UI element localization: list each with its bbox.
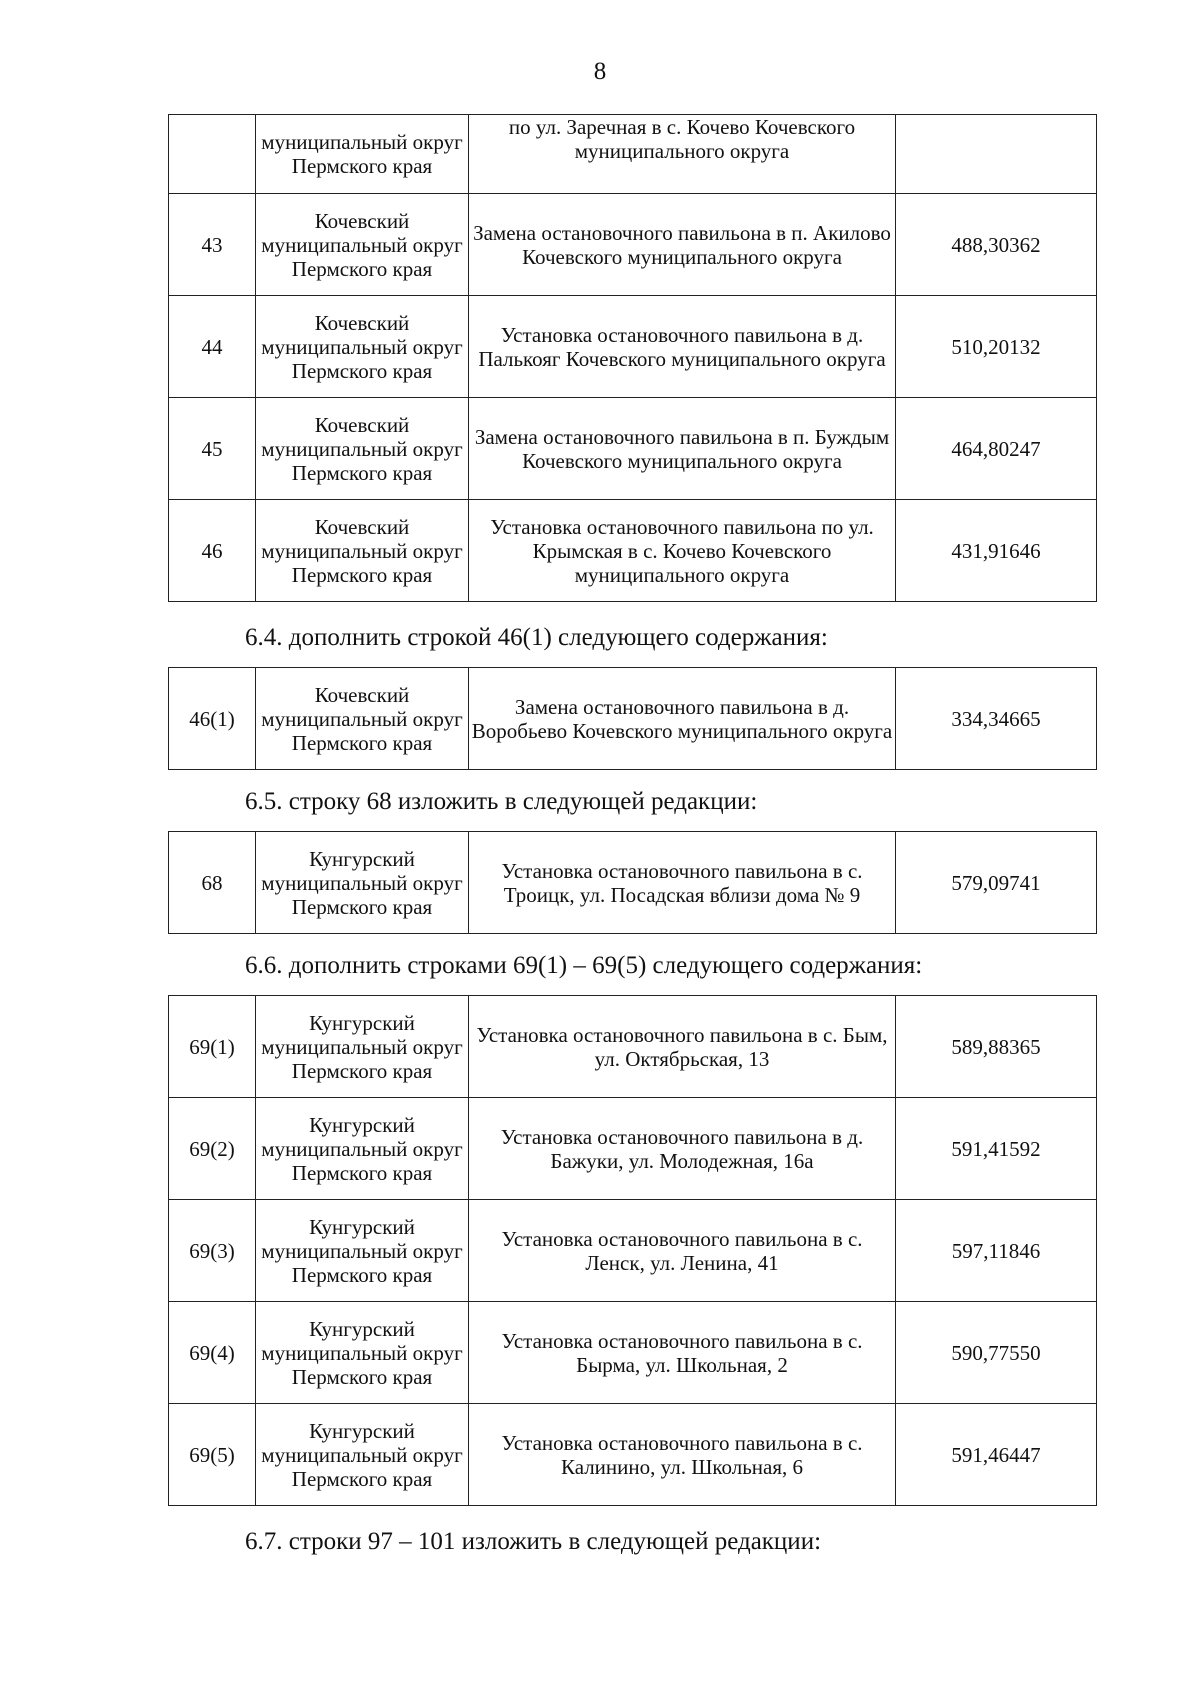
table-row <box>169 500 1097 602</box>
row-description: Замена остановочного павильона в п. Буждым Кочевского муниципального округа <box>469 398 896 500</box>
table-row <box>169 194 1097 296</box>
row-number: 44 <box>169 296 256 398</box>
table-row <box>169 1302 1097 1404</box>
page-number: 8 <box>593 58 607 85</box>
paragraph-6-4: 6.4. дополнить строкой 46(1) следующего содержания: <box>245 624 828 651</box>
row-amount: 590,77550 <box>896 1302 1097 1404</box>
row-number: 69(5) <box>169 1404 256 1506</box>
row-description: Замена остановочного павильона в д. Воробьево Кочевского муниципального округа <box>469 668 896 770</box>
table-row <box>169 115 1097 194</box>
table-rows-43-46 <box>168 114 1097 602</box>
paragraph-6-7: 6.7. строки 97 – 101 изложить в следующей редакции: <box>245 1528 822 1555</box>
row-amount: 510,20132 <box>896 296 1097 398</box>
row-number <box>169 115 256 194</box>
row-municipality: Кочевский муниципальный округ Пермского края <box>256 194 469 296</box>
row-description: Установка остановочного павильона в с. Бым, ул. Октябрьская, 13 <box>469 996 896 1098</box>
row-amount: 591,46447 <box>896 1404 1097 1506</box>
row-description: Замена остановочного павильона в п. Акилово Кочевского муниципального округа <box>469 194 896 296</box>
row-municipality: Кунгурский муниципальный округ Пермского края <box>256 832 469 934</box>
row-number: 69(1) <box>169 996 256 1098</box>
row-municipality: муниципальный округ Пермского края <box>256 115 469 194</box>
row-number: 69(3) <box>169 1200 256 1302</box>
row-description: Установка остановочного павильона в д. Палькояг Кочевского муниципального округа <box>469 296 896 398</box>
row-municipality: Кунгурский муниципальный округ Пермского края <box>256 1404 469 1506</box>
row-number: 68 <box>169 832 256 934</box>
table-row-68 <box>168 831 1097 934</box>
row-description: по ул. Заречная в с. Кочево Кочевского муниципального округа <box>469 115 896 194</box>
row-amount: 334,34665 <box>896 668 1097 770</box>
row-municipality: Кочевский муниципальный округ Пермского края <box>256 398 469 500</box>
row-description: Установка остановочного павильона в с. Ленск, ул. Ленина, 41 <box>469 1200 896 1302</box>
row-number: 46(1) <box>169 668 256 770</box>
row-description: Установка остановочного павильона в с. Троицк, ул. Посадская вблизи дома № 9 <box>469 832 896 934</box>
table-row <box>169 1098 1097 1200</box>
row-amount: 464,80247 <box>896 398 1097 500</box>
table-row <box>169 668 1097 770</box>
row-description: Установка остановочного павильона в с. Калинино, ул. Школьная, 6 <box>469 1404 896 1506</box>
row-number: 46 <box>169 500 256 602</box>
row-amount: 488,30362 <box>896 194 1097 296</box>
table-row <box>169 398 1097 500</box>
row-amount: 589,88365 <box>896 996 1097 1098</box>
row-number: 69(2) <box>169 1098 256 1200</box>
table-rows-69 <box>168 995 1097 1506</box>
row-municipality: Кунгурский муниципальный округ Пермского края <box>256 1098 469 1200</box>
table-row <box>169 1200 1097 1302</box>
paragraph-6-5: 6.5. строку 68 изложить в следующей редакции: <box>245 788 758 815</box>
row-number: 69(4) <box>169 1302 256 1404</box>
row-amount: 431,91646 <box>896 500 1097 602</box>
row-amount: 597,11846 <box>896 1200 1097 1302</box>
table-row <box>169 832 1097 934</box>
table-row <box>169 996 1097 1098</box>
row-amount: 591,41592 <box>896 1098 1097 1200</box>
row-municipality: Кунгурский муниципальный округ Пермского края <box>256 1200 469 1302</box>
table-row <box>169 296 1097 398</box>
row-number: 43 <box>169 194 256 296</box>
row-description: Установка остановочного павильона по ул. Крымская в с. Кочево Кочевского муниципального округа <box>469 500 896 602</box>
row-description: Установка остановочного павильона в д. Бажуки, ул. Молодежная, 16а <box>469 1098 896 1200</box>
row-municipality: Кунгурский муниципальный округ Пермского края <box>256 996 469 1098</box>
paragraph-6-6: 6.6. дополнить строками 69(1) – 69(5) следующего содержания: <box>245 952 923 979</box>
row-number: 45 <box>169 398 256 500</box>
table-row-46-1 <box>168 667 1097 770</box>
row-description: Установка остановочного павильона в с. Бырма, ул. Школьная, 2 <box>469 1302 896 1404</box>
row-municipality: Кочевский муниципальный округ Пермского края <box>256 500 469 602</box>
table-row <box>169 1404 1097 1506</box>
row-municipality: Кочевский муниципальный округ Пермского края <box>256 668 469 770</box>
row-municipality: Кочевский муниципальный округ Пермского края <box>256 296 469 398</box>
row-amount <box>896 115 1097 194</box>
row-amount: 579,09741 <box>896 832 1097 934</box>
row-municipality: Кунгурский муниципальный округ Пермского края <box>256 1302 469 1404</box>
